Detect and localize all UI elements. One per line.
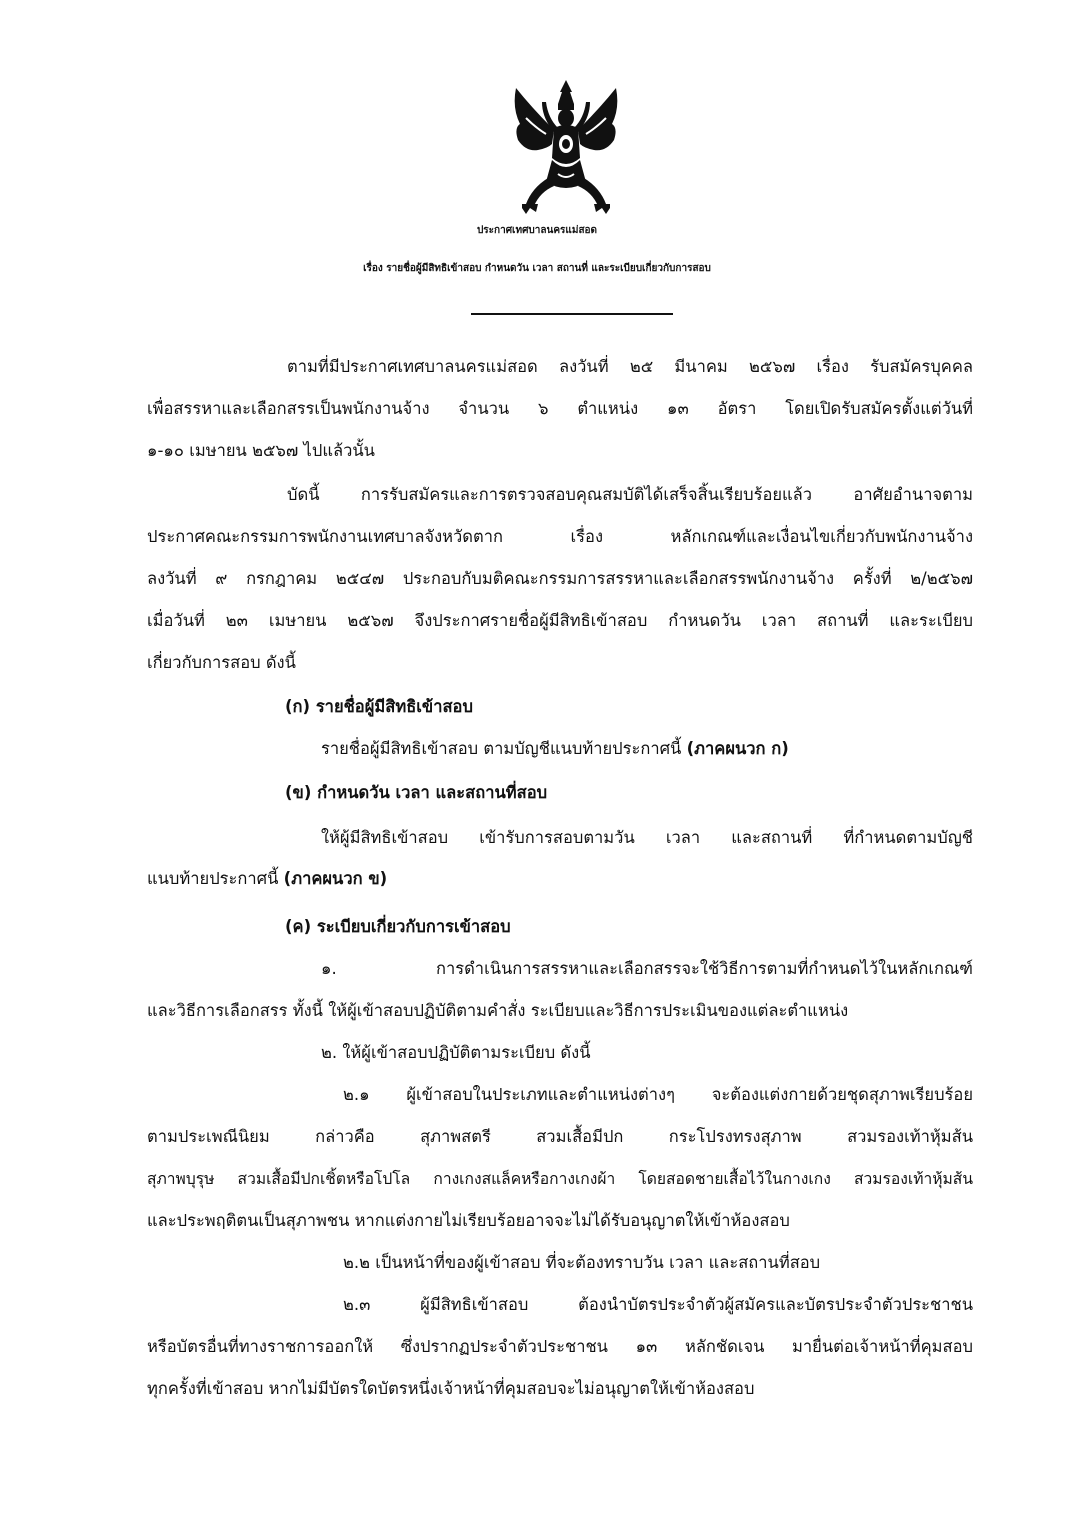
section-c-item-2-3: หรือบัตรอื่นที่ทางราชการออกให้ ซึ่งปรากฏประจำตัวประชาชน ๑๓ หลักชัดเจน มายื่นต่อเจ้าหน้าที่คุมสอบ	[147, 1337, 973, 1356]
section-c-item-2-3: ๒.๓ ผู้มีสิทธิเข้าสอบ ต้องนำบัตรประจำตัวผู้สมัครและบัตรประจำตัวประชาชน	[343, 1295, 973, 1314]
garuda-emblem-icon	[508, 78, 624, 220]
section-c-item-2-1: ๒.๑ ผู้เข้าสอบในประเภทและตำแหน่งต่างๆ จะต้องแต่งกายด้วยชุดสุภาพเรียบร้อย	[343, 1085, 973, 1104]
section-c-item-2-1: และประพฤติตนเป็นสุภาพชน หากแต่งกายไม่เรียบร้อยอาจจะไม่ได้รับอนุญาตให้เข้าห้องสอบ	[147, 1211, 790, 1230]
paragraph-line: เกี่ยวกับการสอบ ดังนี้	[147, 653, 296, 672]
section-c-item-2-1: สุภาพบุรุษ สวมเสื้อมีปกเชิ้ตหรือโปโล กางเกงสแล็คหรือกางเกงผ้า โดยสอดชายเสื้อไว้ในกางเกง สวมรองเท้าหุ้มส้น	[147, 1170, 973, 1188]
paragraph-line: เพื่อสรรหาและเลือกสรรเป็นพนักงานจ้าง จำนวน ๖ ตำแหน่ง ๑๓ อัตรา โดยเปิดรับสมัครตั้งแต่วันที่	[147, 399, 973, 418]
paragraph-line: ลงวันที่ ๙ กรกฎาคม ๒๕๔๗ ประกอบกับมติคณะกรรมการสรรหาและเลือกสรรพนักงานจ้าง ครั้งที่ ๒/๒๕๖๗	[147, 569, 973, 588]
section-a-heading: (ก) รายชื่อผู้มีสิทธิเข้าสอบ	[285, 697, 473, 716]
appendix-b-ref: (ภาคผนวก ข)	[283, 869, 388, 888]
section-c-item-2-1: ตามประเพณีนิยม กล่าวคือ สุภาพสตรี สวมเสื้อมีปก กระโปรงทรงสุภาพ สวมรองเท้าหุ้มส้น	[147, 1127, 973, 1146]
section-a-text: รายชื่อผู้มีสิทธิเข้าสอบ ตามบัญชีแนบท้ายประกาศนี้ (ภาคผนวก ก)	[321, 739, 789, 758]
section-c-item-1: ๑. การดำเนินการสรรหาและเลือกสรรจะใช้วิธีการตามที่กำหนดไว้ในหลักเกณฑ์	[321, 959, 973, 978]
announcement-title: ประกาศเทศบาลนครแม่สอด	[476, 225, 598, 236]
section-b-line: ให้ผู้มีสิทธิเข้าสอบ เข้ารับการสอบตามวัน เวลา และสถานที่ ที่กำหนดตามบัญชี	[321, 828, 973, 847]
paragraph-line: ตามที่มีประกาศเทศบาลนครแม่สอด ลงวันที่ ๒๕ มีนาคม ๒๕๖๗ เรื่อง รับสมัครบุคคล	[287, 357, 973, 376]
section-c-item-2-2: ๒.๒ เป็นหน้าที่ของผู้เข้าสอบ ที่จะต้องทราบวัน เวลา และสถานที่สอบ	[343, 1253, 821, 1272]
title-divider	[471, 313, 673, 315]
paragraph-line: เมื่อวันที่ ๒๓ เมษายน ๒๕๖๗ จึงประกาศรายชื่อผู้มีสิทธิเข้าสอบ กำหนดวัน เวลา สถานที่ และระเบียบ	[147, 611, 973, 630]
appendix-a-ref: (ภาคผนวก ก)	[686, 739, 789, 758]
paragraph-line: บัดนี้ การรับสมัครและการตรวจสอบคุณสมบัติได้เสร็จสิ้นเรียบร้อยแล้ว อาศัยอำนาจตาม	[287, 485, 973, 504]
section-c-heading: (ค) ระเบียบเกี่ยวกับการเข้าสอบ	[285, 917, 511, 936]
section-c-item-1: และวิธีการเลือกสรร ทั้งนี้ ให้ผู้เข้าสอบปฏิบัติตามคำสั่ง ระเบียบและวิธีการประเมินของแต่ละตำแหน่ง	[147, 1001, 849, 1020]
announcement-subject: เรื่อง รายชื่อผู้มีสิทธิเข้าสอบ กำหนดวัน เวลา สถานที่ และระเบียบเกี่ยวกับการสอบ	[363, 263, 711, 274]
section-c-item-2: ๒. ให้ผู้เข้าสอบปฏิบัติตามระเบียบ ดังนี้	[321, 1043, 591, 1062]
section-b-line: แนบท้ายประกาศนี้ (ภาคผนวก ข)	[147, 869, 388, 888]
paragraph-line: ประกาศคณะกรรมการพนักงานเทศบาลจังหวัดตาก เรื่อง หลักเกณฑ์และเงื่อนไขเกี่ยวกับพนักงานจ้าง	[147, 527, 973, 546]
paragraph-line: ๑-๑๐ เมษายน ๒๕๖๗ ไปแล้วนั้น	[147, 441, 375, 460]
section-c-item-2-3: ทุกครั้งที่เข้าสอบ หากไม่มีบัตรใดบัตรหนึ่งเจ้าหน้าที่คุมสอบจะไม่อนุญาตให้เข้าห้องสอบ	[147, 1379, 755, 1398]
section-b-heading: (ข) กำหนดวัน เวลา และสถานที่สอบ	[285, 783, 548, 802]
